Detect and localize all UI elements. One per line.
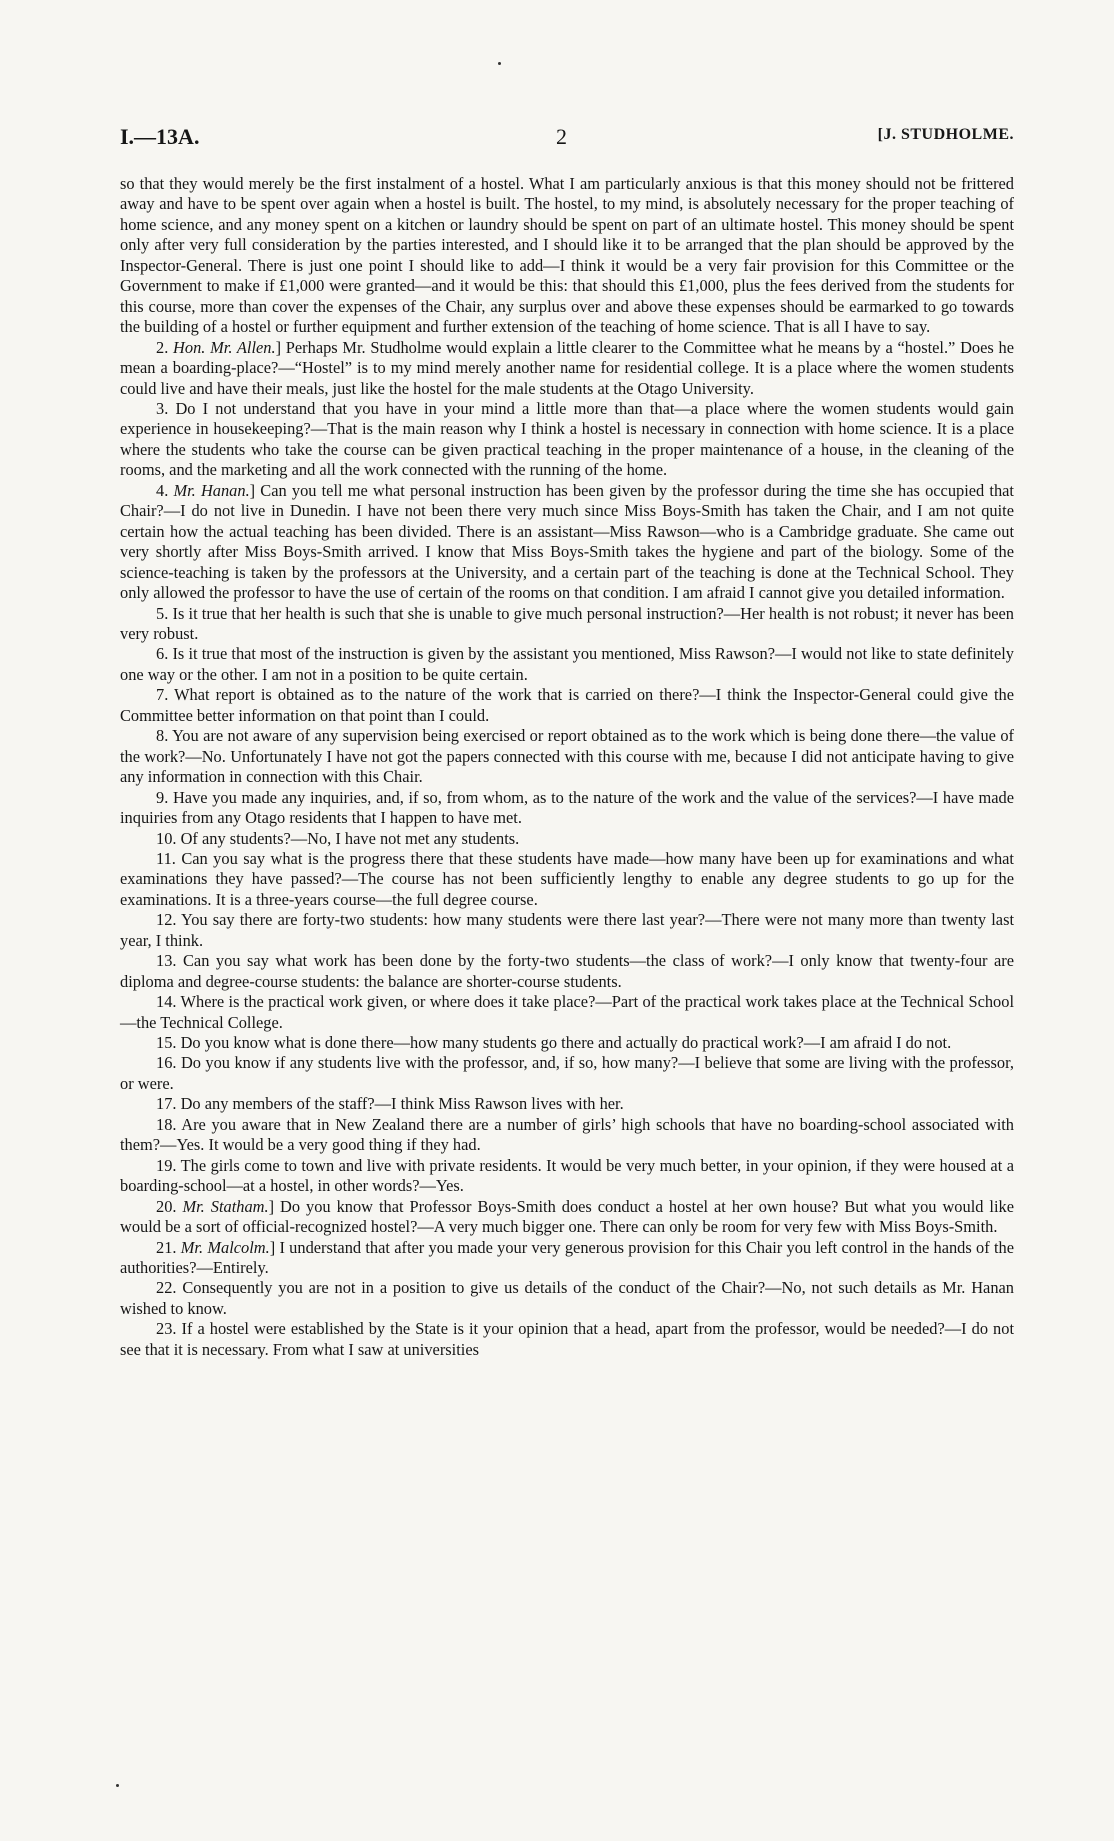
paragraph-text: Are you aware that in New Zealand there are a number of girls’ high schools that have no boarding-school associated with them?—Yes. It would be a very good thing if they had.: [120, 1114, 1014, 1155]
paragraph-text: What report is obtained as to the nature of the work that is carried on there?—I think the Inspector-General could give the Committee better information on that point than I could.: [120, 685, 1014, 725]
question-number: 5.: [156, 603, 173, 623]
question-number: 14.: [156, 992, 181, 1012]
paragraph-text: Where is the practical work given, or where does it take place?—Part of the practical work takes place at the Technical School—the Technical College.: [120, 992, 1014, 1032]
question-number: 17.: [156, 1094, 181, 1114]
document-page: [120, 0, 1014, 1841]
witness-name: [J. STUDHOLME.: [877, 126, 1014, 143]
paragraph: [120, 1094, 1014, 1114]
question-number: 15.: [156, 1033, 181, 1053]
page-number: 2: [556, 124, 567, 149]
paragraph-text: Do you know what is done there—how many students go there and actually do practical work?—I am afraid I do not.: [180, 1033, 952, 1053]
question-number: 19.: [156, 1155, 181, 1175]
paragraph: [120, 1115, 1014, 1156]
paragraph-text: ] Perhaps Mr. Studholme would explain a little clearer to the Committee what he means by a “hostel.” Does he mean a boarding-place?—“Hostel” is to my mind merely another name for residential college. It is a place where the women students could live and have their meals, just like the hostel for the male students at the Otago University.: [120, 337, 1014, 398]
paragraph: [120, 338, 1014, 399]
paragraph-text: If a hostel were established by the State is it your opinion that a head, apart from the professor, would be needed?—I do not see that it is necessary. From what I saw at universities: [120, 1319, 1014, 1359]
paragraph-text: Can you say what is the progress there that these students have made—how many have been up for examinations and what examinations they have passed?—The course has not been sufficiently lengthy to enable any degree students to go up for the examinations. It is a three-years course—the full degree course.: [120, 848, 1014, 909]
paragraph: [120, 685, 1014, 726]
paragraph: [120, 1278, 1014, 1319]
paragraph-text: Can you say what work has been done by the forty-two students—the class of work?—I only know that twenty-four are diploma and degree-course students: the balance are shorter-course students.: [120, 951, 1014, 991]
paragraph: [120, 992, 1014, 1033]
speaker-name: Mr. Malcolm.: [180, 1237, 270, 1257]
page-header: [120, 124, 1014, 154]
question-number: 12.: [156, 910, 182, 930]
question-number: 23.: [156, 1319, 182, 1339]
paragraph-text: The girls come to town and live with private residents. It would be very much better, in your opinion, if they were housed at a boarding-school—at a hostel, in other words?—Yes.: [120, 1155, 1014, 1196]
paragraph: [120, 829, 1014, 849]
paragraph-text: Of any students?—No, I have not met any students.: [180, 828, 520, 848]
paragraph: [120, 1156, 1014, 1197]
paragraph: [120, 604, 1014, 645]
speaker-name: Mr. Statham.: [182, 1196, 269, 1216]
paragraph: [120, 399, 1014, 481]
paragraph: [120, 174, 1014, 338]
paragraph: [120, 849, 1014, 910]
paragraph: [120, 951, 1014, 992]
paragraph-text: so that they would merely be the first instalment of a hostel. What I am particularly anxious is that this money should not be frittered away and have to be spent over again when a hostel is built. The hostel, to my mind, is absolutely necessary for the proper teaching of home science, and any money spent on a kitchen or laundry should be spent on part of an ultimate hostel. This money should be spent only after very full consideration by the parties interested, and I should like it to be arranged that the plan should be approved by the Inspector-General. There is just one point I should like to add—I think it would be a very fair provision for this Committee or the Government to make if £1,000 were granted—and it would be this: that should this £1,000, plus the fees derived from the students for this course, more than cover the expenses of the Chair, any surplus over and above these expenses should be earmarked to go towards the building of a hostel or further equipment and further extension of the teaching of home science. That is all I have to say.: [120, 174, 1014, 337]
paragraph: [120, 788, 1014, 829]
paragraph-text: Do I not understand that you have in your mind a little more than that—a place where the women students would gain experience in housekeeping?—That is the main reason why I think a hostel is necessary in connection with home science. It is a place where the students who take the course can be given practical teaching in the proper maintenance of a house, in the cleaning of the rooms, and the marketing and all the work connected with the running of the home.: [120, 398, 1015, 480]
paragraph: [120, 910, 1014, 951]
question-number: 16.: [156, 1053, 181, 1073]
paragraph-text: Is it true that her health is such that she is unable to give much personal instruction?—Her health is not robust; it never has been very robust.: [120, 603, 1015, 643]
speaker-name: Mr. Hanan.: [173, 480, 250, 500]
question-number: 22.: [156, 1278, 183, 1298]
paragraph: [120, 726, 1014, 787]
question-number: 11.: [156, 848, 182, 868]
question-number: 9.: [156, 787, 173, 807]
paragraph: [120, 1238, 1014, 1279]
paragraph-text: Have you made any inquiries, and, if so, from whom, as to the nature of the work and the value of the services?—I have made inquiries from any Otago residents that I happen to have met.: [120, 787, 1015, 828]
paragraph: [120, 1197, 1014, 1238]
question-number: 3.: [156, 398, 176, 418]
paragraph: [120, 481, 1014, 604]
paragraph: [120, 644, 1014, 685]
paper-reference: I.—13A.: [120, 124, 200, 149]
question-number: 7.: [156, 685, 175, 705]
paragraph-text: You are not aware of any supervision being exercised or report obtained as to the work which is being done there—the value of the work?—No. Unfortunately I have not got the papers connected with this course with me, because I did not anticipate having to give any information in connection with this Chair.: [120, 726, 1014, 787]
speaker-name: Hon. Mr. Allen.: [173, 337, 276, 357]
question-number: 4.: [156, 480, 174, 500]
evidence-text: [120, 174, 1014, 1360]
paragraph-text: Do any members of the staff?—I think Miss Rawson lives with her.: [180, 1094, 624, 1114]
paragraph: [120, 1033, 1014, 1053]
paragraph-text: You say there are forty-two students: how many students were there last year?—There were not many more than twenty last year, I think.: [120, 910, 1015, 950]
paragraph-text: Do you know if any students live with the professor, and, if so, how many?—I believe that some are living with the professor, or were.: [120, 1053, 1014, 1093]
question-number: 21.: [156, 1237, 181, 1257]
question-number: 2.: [156, 337, 174, 357]
question-number: 20.: [156, 1196, 183, 1216]
paragraph: [120, 1053, 1014, 1094]
question-number: 13.: [156, 951, 183, 971]
paragraph-text: Is it true that most of the instruction is given by the assistant you mentioned, Miss Rawson?—I would not like to state definitely one way or the other. I am not in a position to be quite certain.: [120, 644, 1014, 684]
question-number: 10.: [156, 828, 181, 848]
paragraph-text: ] I understand that after you made your very generous provision for this Chair you left control in the hands of the authorities?—Entirely.: [120, 1237, 1014, 1278]
paragraph-text: ] Can you tell me what personal instruction has been given by the professor during the time she has occupied that Chair?—I do not live in Dunedin. I have not been there very much since Miss Boys-Smith has taken the Chair, and I am not quite certain how the actual teaching has been divided. There is an assistant—Miss Rawson—who is a Cambridge graduate. She came out very shortly after Miss Boys-Smith arrived. I know that Miss Boys-Smith takes the hygiene and part of the biology. Some of the science-teaching is taken by the professors at the University, and a certain part of the teaching is done at the Technical School. They only allowed the professor to have the use of certain of the rooms on that condition. I am afraid I cannot give you detailed information.: [120, 480, 1014, 603]
question-number: 8.: [156, 726, 173, 746]
question-number: 18.: [156, 1114, 182, 1134]
paragraph: [120, 1319, 1014, 1360]
paragraph-text: Consequently you are not in a position to give us details of the conduct of the Chair?—No, not such details as Mr. Hanan wished to know.: [120, 1278, 1014, 1318]
question-number: 6.: [156, 644, 173, 664]
paragraph-text: ] Do you know that Professor Boys-Smith does conduct a hostel at her own house? But what you would like would be a sort of official-recognized hostel?—A very much bigger one. There can only be room for very few with Miss Boys-Smith.: [120, 1196, 1015, 1237]
bottom-speck: [116, 1784, 119, 1787]
